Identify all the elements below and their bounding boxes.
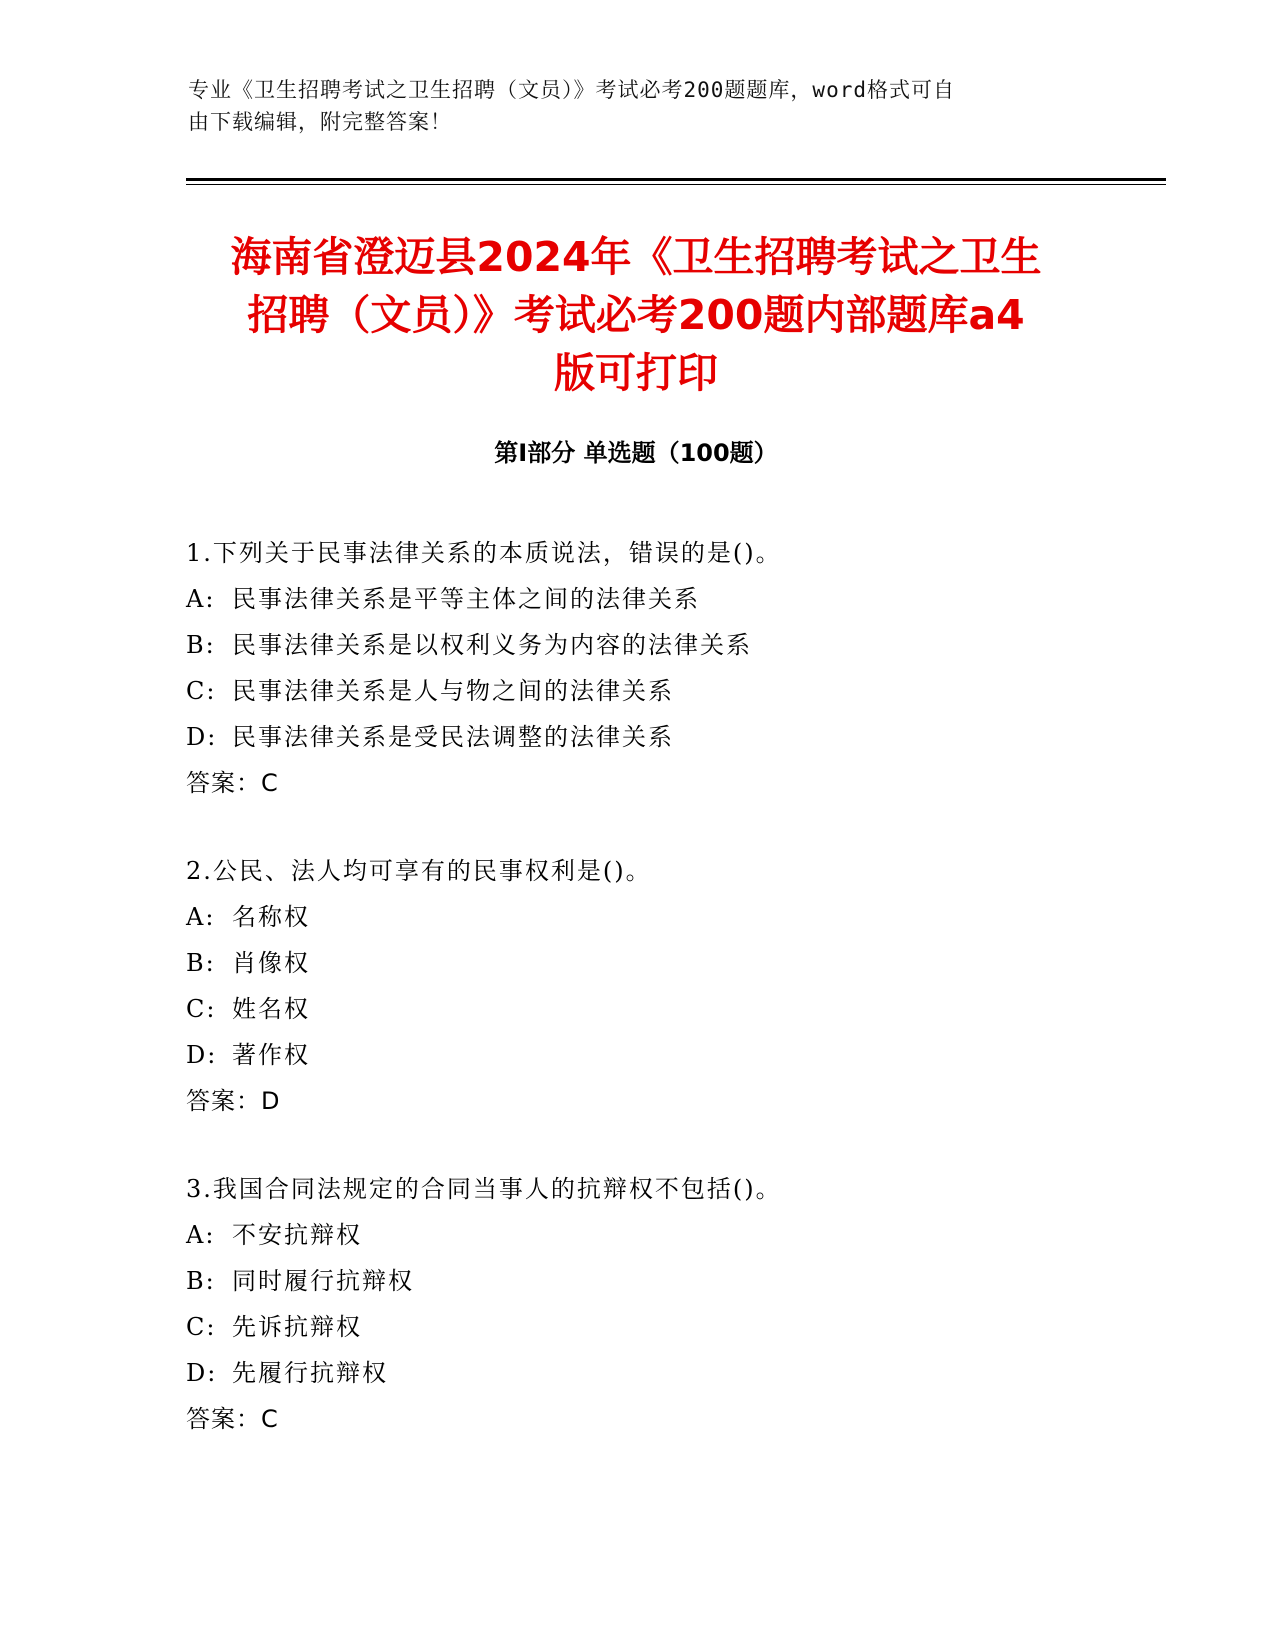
question-item	[186, 848, 1146, 1124]
document-title	[186, 228, 1086, 402]
option-letter: C:	[186, 995, 217, 1023]
option-text: 民事法律关系是人与物之间的法律关系	[232, 677, 674, 705]
question-stem: 2.公民、法人均可享有的民事权利是()。	[186, 857, 652, 885]
option-text: 民事法律关系是以权利义务为内容的法律关系	[232, 631, 752, 659]
option-a	[186, 1212, 1146, 1258]
option-letter: D:	[186, 1041, 218, 1069]
question-stem: 1.下列关于民事法律关系的本质说法，错误的是()。	[186, 539, 782, 567]
option-b	[186, 1258, 1146, 1304]
option-text: 肖像权	[232, 949, 310, 977]
option-letter: B:	[186, 631, 216, 659]
title-line-1: 海南省澄迈县2024年《卫生招聘考试之卫生	[230, 233, 1042, 281]
option-text: 姓名权	[232, 995, 310, 1023]
question-stem: 3.我国合同法规定的合同当事人的抗辩权不包括()。	[186, 1175, 782, 1203]
option-letter: D:	[186, 1359, 218, 1387]
option-letter: B:	[186, 1267, 216, 1295]
option-letter: A:	[186, 903, 216, 931]
answer-line: 答案：D	[186, 1087, 281, 1115]
header-divider-thick	[186, 178, 1166, 181]
option-text: 先诉抗辩权	[232, 1313, 362, 1341]
header-divider-thin	[186, 184, 1166, 185]
option-d	[186, 714, 1146, 760]
answer-line: 答案：C	[186, 1405, 279, 1433]
option-a	[186, 894, 1146, 940]
title-line-3: 版可打印	[554, 349, 718, 397]
option-b	[186, 940, 1146, 986]
option-text: 著作权	[232, 1041, 310, 1069]
option-c	[186, 986, 1146, 1032]
option-text: 名称权	[232, 903, 310, 931]
title-line-2: 招聘（文员）》考试必考200题内部题库a4	[247, 291, 1025, 339]
question-item	[186, 530, 1146, 806]
option-a	[186, 576, 1146, 622]
option-letter: C:	[186, 1313, 217, 1341]
option-letter: A:	[186, 585, 216, 613]
section-heading: 第Ⅰ部分 单选题（100题）	[494, 439, 778, 467]
option-letter: B:	[186, 949, 216, 977]
option-d	[186, 1350, 1146, 1396]
option-letter: D:	[186, 723, 218, 751]
question-list	[186, 530, 1146, 1484]
option-text: 同时履行抗辩权	[232, 1267, 414, 1295]
header-note-line-1: 专业《卫生招聘考试之卫生招聘（文员）》考试必考200题题库，word格式可自	[188, 78, 955, 102]
document-header-note	[188, 74, 1068, 138]
option-text: 民事法律关系是平等主体之间的法律关系	[232, 585, 700, 613]
option-d	[186, 1032, 1146, 1078]
option-letter: C:	[186, 677, 217, 705]
option-text: 不安抗辩权	[232, 1221, 362, 1249]
option-text: 先履行抗辩权	[232, 1359, 388, 1387]
option-c	[186, 668, 1146, 714]
question-item	[186, 1166, 1146, 1442]
option-letter: A:	[186, 1221, 216, 1249]
option-text: 民事法律关系是受民法调整的法律关系	[232, 723, 674, 751]
answer-line: 答案：C	[186, 769, 279, 797]
header-note-line-2: 由下载编辑，附完整答案！	[188, 110, 452, 134]
option-c	[186, 1304, 1146, 1350]
option-b	[186, 622, 1146, 668]
